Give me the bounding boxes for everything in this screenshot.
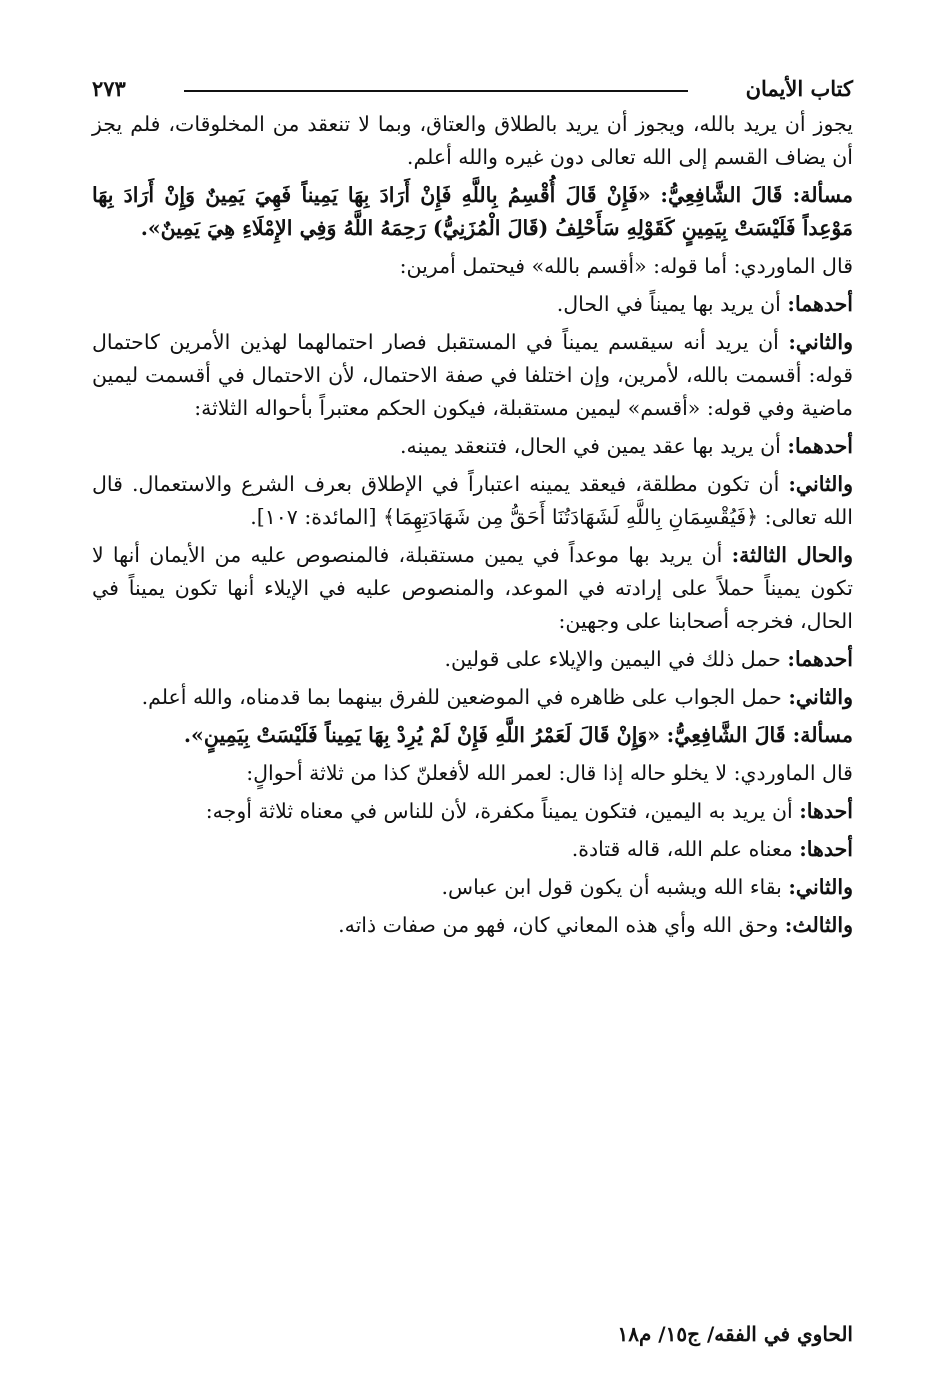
- paragraph: [92, 430, 853, 463]
- footer-signature: الحاوي في الفقه/ ج١٥/ م١٨: [617, 1322, 853, 1346]
- paragraph: [92, 681, 853, 714]
- paragraph-text: أن تكون مطلقة، فيعقد يمينه اعتباراً في الإطلاق بعرف الشرع والاستعمال. قال الله تعالى: ﴿فَيُقْسِمَانِ بِاللَّهِ لَشَهَادَتُنَا أَحَقُّ مِن شَهَادَتِهِمَا﴾ [المائدة: ١٠٧].: [92, 472, 853, 529]
- paragraph-label: أحدهما:: [787, 434, 853, 458]
- paragraph-label: والثاني:: [788, 472, 853, 496]
- paragraph-text: وحق الله وأي هذه المعاني كان، فهو من صفات ذاته.: [338, 913, 779, 937]
- paragraph: [92, 179, 853, 245]
- paragraph: [92, 757, 853, 790]
- paragraph-label: والثاني:: [788, 875, 853, 899]
- paragraph-text: أن يريد به اليمين، فتكون يميناً مكفرة، لأن للناس في معناه ثلاثة أوجه:: [205, 799, 793, 823]
- paragraph: [92, 326, 853, 425]
- paragraph-text: أن يريد بها عقد يمين في الحال، فتنعقد يمينه.: [399, 434, 781, 458]
- paragraph-text: قال الماوردي: أما قوله: «أقسم بالله» فيحتمل أمرين:: [399, 254, 853, 278]
- paragraph-label: أحدها:: [799, 837, 853, 861]
- paragraph: [92, 288, 853, 321]
- chapter-title: كتاب الأيمان: [745, 76, 853, 101]
- paragraph-text: بقاء الله ويشبه أن يكون قول ابن عباس.: [441, 875, 782, 899]
- page-footer: [92, 1322, 853, 1352]
- paragraph-text: أن يريد بها يميناً في الحال.: [556, 292, 781, 316]
- paragraph-text: معناه علم الله، قاله قتادة.: [571, 837, 793, 861]
- paragraph: [92, 643, 853, 676]
- paragraph-label: أحدهما:: [787, 647, 853, 671]
- paragraph: [92, 468, 853, 534]
- paragraph-text: «فَإِنْ قَالَ أُقْسِمُ بِاللَّهِ فَإِنْ أَرَادَ بِهَا يَمِيناً فَهِيَ يَمِينٌ وَإِنْ أَرَادَ بِهَا مَوْعِداً فَلَيْسَتْ بِيَمِينٍ كَقَوْلِهِ سَأَحْلِفُ (قَالَ الْمُزَنِيُّ) رَحِمَهُ اللَّهُ وَفِي الإِمْلَاءِ هِيَ يَمِينٌ».: [92, 183, 853, 240]
- paragraph: [92, 250, 853, 283]
- paragraph-text: يجوز أن يريد بالله، ويجوز أن يريد بالطلاق والعتاق، وبما لا تنعقد من المخلوقات، فلم يجز أن يضاف القسم إلى الله تعالى دون غيره والله أعلم.: [92, 112, 853, 169]
- page-body: [92, 108, 853, 947]
- paragraph-label: مسألة: قَالَ الشَّافِعِيُّ:: [660, 183, 853, 207]
- paragraph-label: أحدهما:: [787, 292, 853, 316]
- paragraph: [92, 795, 853, 828]
- paragraph: [92, 871, 853, 904]
- paragraph-text: حمل الجواب على ظاهره في الموضعين للفرق بينهما بما قدمناه، والله أعلم.: [141, 685, 782, 709]
- paragraph-label: والثاني:: [788, 330, 853, 354]
- paragraph-text: «وَإِنْ قَالَ لَعَمْرُ اللَّهِ فَإِنْ لَمْ يُرِدْ بِهَا يَمِيناً فَلَيْسَتْ بِيَمِينٍ».: [183, 723, 661, 747]
- page-number: ٢٧٣: [92, 76, 126, 101]
- paragraph: [92, 909, 853, 942]
- page-header: [92, 76, 853, 106]
- paragraph: [92, 833, 853, 866]
- paragraph-label: والثاني:: [788, 685, 853, 709]
- paragraph: [92, 539, 853, 638]
- paragraph-text: أن يريد بها موعداً في يمين مستقبلة، فالمنصوص عليه من الأيمان أنها لا تكون يميناً حملاً على إرادته في الموعد، والمنصوص عليه في الإيلاء أنها تكون يميناً في الحال، فخرجه أصحابنا على وجهين:: [92, 543, 853, 633]
- paragraph-text: قال الماوردي: لا يخلو حاله إذا قال: لعمر الله لأفعلنّ كذا من ثلاثة أحوالٍ:: [246, 761, 853, 785]
- paragraph-text: أن يريد أنه سيقسم يميناً في المستقبل فصار احتمالهما لهذين الأمرين كاحتمال قوله: أقسمت بالله، لأمرين، وإن اختلفا في صفة الاحتمال، لأن الاحتمال في أقسمت ليمين ماضية وفي قوله: «أقسم» ليمين مستقبلة، فيكون الحكم معتبراً بأحواله الثلاثة:: [92, 330, 853, 420]
- paragraph-label: والثالث:: [784, 913, 853, 937]
- paragraph-label: أحدها:: [799, 799, 853, 823]
- paragraph-text: حمل ذلك في اليمين والإيلاء على قولين.: [444, 647, 781, 671]
- paragraph-label: والحال الثالثة:: [731, 543, 853, 567]
- paragraph-label: مسألة: قَالَ الشَّافِعِيُّ:: [666, 723, 853, 747]
- paragraph: [92, 719, 853, 752]
- header-rule: [184, 90, 688, 92]
- paragraph: [92, 108, 853, 174]
